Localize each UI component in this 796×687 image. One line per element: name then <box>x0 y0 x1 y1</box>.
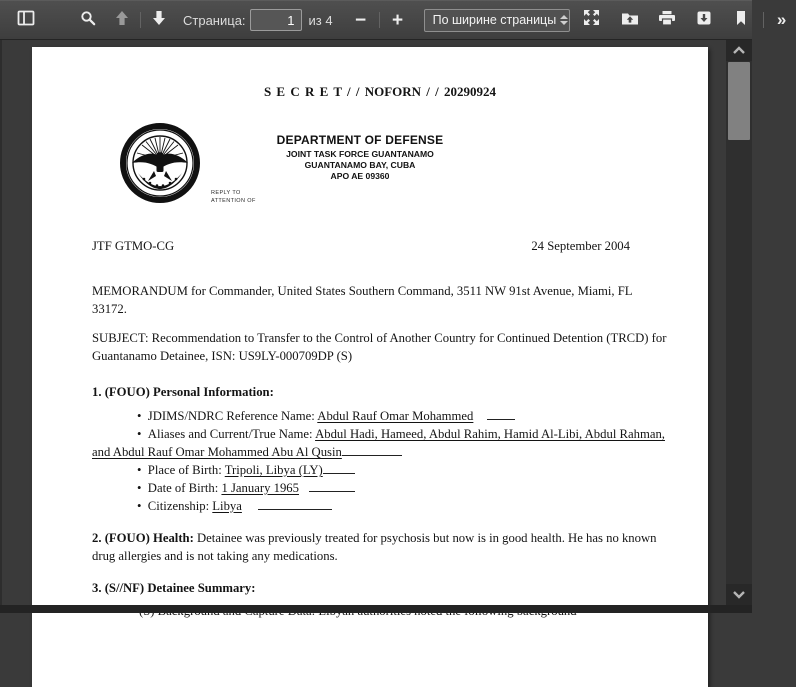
bullet-glyph: • <box>137 499 142 513</box>
page-total-label: из 4 <box>308 12 333 28</box>
bullet-glyph: • <box>137 409 142 423</box>
page-label: Страница: <box>183 12 246 28</box>
letterhead-block <box>260 131 460 182</box>
pdf-viewer-area[interactable] <box>0 40 752 613</box>
document-date: 24 September 2004 <box>531 239 630 253</box>
arrow-up-icon <box>114 10 130 31</box>
zoom-level-value: По ширине страницы <box>432 13 557 27</box>
underline-blank <box>309 479 355 492</box>
zoom-out-button[interactable] <box>347 7 375 33</box>
toolbar-divider <box>379 12 380 28</box>
arrow-down-icon <box>151 10 167 31</box>
reply-to-line2: ATTENTION OF <box>211 198 256 204</box>
minus-icon: − <box>355 9 367 31</box>
dod-seal-icon <box>120 123 200 208</box>
field-label: JDIMS/NDRC Reference Name: <box>147 409 318 423</box>
search-icon <box>80 10 96 31</box>
field-value: Libya <box>212 499 242 513</box>
reply-to-attention-of <box>211 189 271 205</box>
section2-heading: 2. (FOUO) Health: <box>92 531 194 545</box>
scrollbar-thumb[interactable] <box>728 62 750 140</box>
bullet-glyph: • <box>137 427 142 441</box>
sidebar-toggle-button[interactable] <box>12 7 40 33</box>
page-number-input[interactable] <box>250 9 302 31</box>
classification-banner: S E C R E T / / NOFORN / / 20290924 <box>263 84 497 99</box>
personal-info-list <box>92 407 668 515</box>
plus-icon: + <box>392 9 404 31</box>
chevron-up-down-icon <box>560 15 568 25</box>
expand-arrows-icon <box>583 9 600 31</box>
underline-blank <box>258 497 332 510</box>
section2-paragraph <box>92 529 668 565</box>
list-item <box>92 407 668 425</box>
presentation-mode-button[interactable] <box>578 7 606 33</box>
folder-open-icon <box>621 10 639 31</box>
field-label: Date of Birth: <box>147 481 222 495</box>
field-label: Citizenship: <box>147 499 213 513</box>
zoom-level-select[interactable] <box>424 9 570 32</box>
print-button[interactable] <box>653 7 681 33</box>
list-item <box>92 425 668 461</box>
field-value: 1 January 1965 <box>221 481 299 495</box>
open-file-button[interactable] <box>616 7 644 33</box>
letterhead-row <box>92 123 668 211</box>
printer-icon <box>658 10 676 31</box>
chevrons-right-icon: » <box>776 10 787 29</box>
reply-to-line1: REPLY TO <box>211 190 241 196</box>
chevron-down-icon <box>732 586 746 604</box>
section1-heading: 1. (FOUO) Personal Information: <box>92 385 274 399</box>
download-icon <box>696 10 712 31</box>
underline-blank <box>487 407 515 420</box>
scroll-up-button[interactable] <box>726 40 752 61</box>
previous-page-button[interactable] <box>108 7 136 33</box>
section2-body: Detainee was previously treated for psychosis but now is in good health. He has no known drug allergies and is not taking any medications. <box>92 531 657 563</box>
office-symbol-row <box>92 237 668 255</box>
letterhead-unit: JOINT TASK FORCE GUANTANAMO <box>286 149 434 159</box>
scroll-down-button[interactable] <box>726 584 752 605</box>
bullet-glyph: • <box>137 481 142 495</box>
list-item <box>92 479 668 497</box>
letterhead-dept: DEPARTMENT OF DEFENSE <box>276 133 444 147</box>
pdf-toolbar <box>0 0 787 40</box>
field-value: Tripoli, Libya (LY) <box>224 463 323 477</box>
bookmark-button[interactable] <box>727 7 755 33</box>
bullet-glyph: • <box>137 463 142 477</box>
field-label: Place of Birth: <box>147 463 225 477</box>
chevron-up-icon <box>732 42 746 60</box>
window-bottom-edge <box>0 605 752 613</box>
underline-blank <box>342 443 402 456</box>
list-item <box>92 497 668 515</box>
pdf-page[interactable] <box>32 47 708 687</box>
bookmark-icon <box>734 10 748 31</box>
subject-paragraph: SUBJECT: Recommendation to Transfer to the Control of Another Country for Continued Detention (TRCD) for Guantanamo Detainee, ISN: US9LY-000709DP (S) <box>92 331 667 363</box>
field-value: Abdul Rauf Omar Mohammed <box>317 409 474 423</box>
zoom-in-button[interactable] <box>384 7 412 33</box>
field-value: Abdul Hadi, Hameed, Abdul Rahim, Hamid Al-Libi, Abdul Rahman, and Abdul Rauf Omar Mohammed Abu Al Qusin <box>92 427 665 459</box>
office-symbol: JTF GTMO-CG <box>92 239 175 253</box>
underline-blank <box>323 461 355 474</box>
more-tools-button[interactable] <box>768 7 796 33</box>
sidebar-toggle-icon <box>17 10 35 31</box>
memorandum-paragraph: MEMORANDUM for Commander, United States Southern Command, 3511 NW 91st Avenue, Miami, FL 33172. <box>92 284 633 316</box>
download-button[interactable] <box>690 7 718 33</box>
toolbar-divider <box>763 12 764 28</box>
letterhead-location: GUANTANAMO BAY, CUBA <box>304 160 416 170</box>
letterhead-apo: APO AE 09360 <box>330 171 390 181</box>
list-item <box>92 461 668 479</box>
next-page-button[interactable] <box>145 7 173 33</box>
toolbar-divider <box>140 12 141 28</box>
vertical-scrollbar[interactable] <box>726 40 752 613</box>
field-label: Aliases and Current/True Name: <box>147 427 316 441</box>
search-button[interactable] <box>74 7 102 33</box>
section3-heading: 3. (S//NF) Detainee Summary: <box>92 581 256 595</box>
